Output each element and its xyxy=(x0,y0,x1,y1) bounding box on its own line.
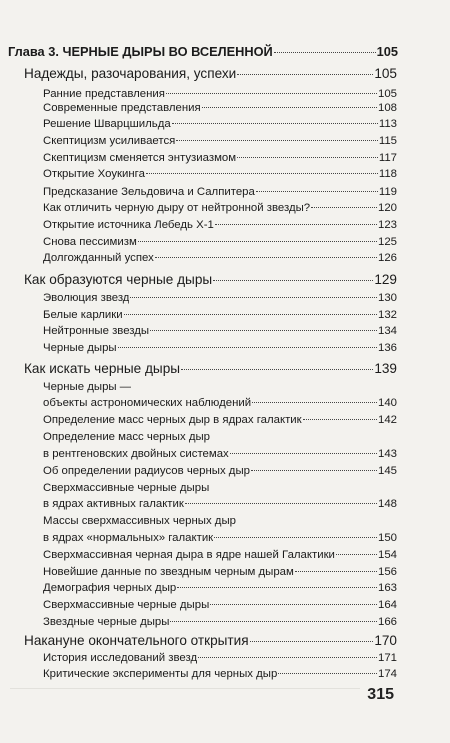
entry-title: Критические эксперименты для черных дыр xyxy=(43,668,278,680)
entry-page: 166 xyxy=(377,616,397,628)
leader-dots xyxy=(172,123,378,124)
entry-title: Сверхмассивные черные дыры xyxy=(43,599,210,611)
leader-dots xyxy=(181,369,373,370)
toc-entry xyxy=(43,414,397,426)
entry-page: 117 xyxy=(378,152,397,164)
toc-section xyxy=(24,272,397,287)
toc-entry-first-line xyxy=(43,482,397,494)
toc-entry xyxy=(43,652,397,664)
toc-entry xyxy=(43,168,397,180)
entry-title: История исследований звезд xyxy=(43,652,198,664)
leader-dots xyxy=(215,224,377,225)
leader-dots xyxy=(295,571,377,572)
entry-page: 136 xyxy=(377,342,397,354)
section-page: 170 xyxy=(374,633,397,648)
toc-entry xyxy=(43,202,397,214)
section-title: Как искать черные дыры xyxy=(24,361,181,376)
toc-entry xyxy=(43,135,397,147)
leader-dots xyxy=(311,207,377,208)
entry-title: Эволюция звезд xyxy=(43,292,130,304)
section-page: 105 xyxy=(374,66,397,81)
entry-title: Нейтронные звезды xyxy=(43,325,150,337)
toc-entry xyxy=(43,668,397,680)
leader-dots xyxy=(177,587,377,588)
entry-title: Скептицизм сменяется энтузиазмом xyxy=(43,152,237,164)
entry-title: Ранние представления xyxy=(43,88,165,100)
leader-dots xyxy=(170,621,377,622)
leader-dots xyxy=(230,453,377,454)
toc-entry xyxy=(43,186,397,198)
entry-title: Современные представления xyxy=(43,102,201,114)
toc-entry xyxy=(43,325,397,337)
entry-page: 150 xyxy=(377,532,397,544)
entry-page: 105 xyxy=(377,88,397,100)
entry-page: 123 xyxy=(377,219,397,231)
leader-dots xyxy=(237,74,373,75)
toc-entry-first-line xyxy=(43,381,397,393)
entry-title: Об определении радиусов черных дыр xyxy=(43,465,250,477)
entry-title: Снова пессимизм xyxy=(43,236,137,248)
entry-page: 143 xyxy=(377,448,397,460)
toc-entry xyxy=(43,549,397,561)
entry-page: 115 xyxy=(378,135,397,147)
leader-dots xyxy=(155,257,377,258)
entry-page: 125 xyxy=(377,236,397,248)
entry-page: 148 xyxy=(377,498,397,510)
toc-section xyxy=(24,361,397,376)
entry-page: 120 xyxy=(377,202,397,214)
toc-entry xyxy=(43,582,397,594)
chapter-heading xyxy=(8,44,398,59)
leader-dots xyxy=(198,657,377,658)
toc-entry xyxy=(43,292,397,304)
entry-page: 156 xyxy=(377,566,397,578)
toc-entry xyxy=(43,342,397,354)
toc-entry xyxy=(43,616,397,628)
entry-title: Сверхмассивная черная дыра в ядре нашей Галактики xyxy=(43,549,335,561)
section-title: Как образуются черные дыры xyxy=(24,272,213,287)
leader-dots xyxy=(256,191,378,192)
leader-dots xyxy=(278,673,377,674)
entry-title: Белые карлики xyxy=(43,309,123,321)
entry-title: Звездные черные дыры xyxy=(43,616,170,628)
section-title: Надежды, разочарования, успехи xyxy=(24,66,237,81)
section-page: 129 xyxy=(374,272,397,287)
leader-dots xyxy=(176,140,378,141)
page-number: 315 xyxy=(367,686,394,703)
entry-title: Черные дыры xyxy=(43,342,117,354)
footer-divider xyxy=(10,688,360,689)
leader-dots xyxy=(138,241,377,242)
section-title: Накануне окончательного открытия xyxy=(24,633,249,648)
entry-title: Долгожданный успех xyxy=(43,252,154,264)
entry-title: Определение масс черных дыр xyxy=(43,431,211,443)
entry-title: Черные дыры — xyxy=(43,381,132,393)
entry-page: 140 xyxy=(377,397,397,409)
leader-dots xyxy=(185,503,377,504)
toc-entry xyxy=(43,252,397,264)
entry-page: 126 xyxy=(377,252,397,264)
entry-title: Открытие источника Лебедь X-1 xyxy=(43,219,214,231)
entry-page: 132 xyxy=(377,309,397,321)
section-page: 139 xyxy=(374,361,397,376)
toc-entry xyxy=(43,532,397,544)
toc-entry-first-line xyxy=(43,515,397,527)
entry-page: 134 xyxy=(377,325,397,337)
toc-entry-first-line xyxy=(43,431,397,443)
toc-entry xyxy=(43,599,397,611)
leader-dots xyxy=(166,93,377,94)
toc-entry xyxy=(43,465,397,477)
entry-page: 171 xyxy=(377,652,397,664)
leader-dots xyxy=(124,314,377,315)
leader-dots xyxy=(210,604,377,605)
entry-title-continuation: в ядрах «нормальных» галактик xyxy=(43,532,214,544)
toc-entry xyxy=(43,118,397,130)
toc-entry xyxy=(43,448,397,460)
toc-entry xyxy=(43,566,397,578)
toc-entry xyxy=(43,152,397,164)
entry-page: 164 xyxy=(377,599,397,611)
entry-page: 154 xyxy=(377,549,397,561)
entry-title-continuation: в ядрах активных галактик xyxy=(43,498,184,510)
leader-dots xyxy=(202,107,377,108)
leader-dots xyxy=(130,297,377,298)
leader-dots xyxy=(250,641,374,642)
entry-title-continuation: в рентгеновских двойных системах xyxy=(43,448,229,460)
leader-dots xyxy=(214,537,377,538)
entry-page: 142 xyxy=(377,414,397,426)
toc-entry xyxy=(43,88,397,100)
entry-title: Новейшие данные по звездным черным дырам xyxy=(43,566,294,578)
entry-title: Сверхмассивные черные дыры xyxy=(43,482,210,494)
leader-dots xyxy=(213,280,373,281)
toc-section xyxy=(24,66,397,81)
entry-page: 119 xyxy=(378,186,397,198)
toc-entry xyxy=(43,102,397,114)
leader-dots xyxy=(237,157,378,158)
entry-title: Скептицизм усиливается xyxy=(43,135,176,147)
entry-page: 174 xyxy=(377,668,397,680)
toc-entry xyxy=(43,309,397,321)
entry-title: Определение масс черных дыр в ядрах галактик xyxy=(43,414,302,426)
entry-page: 145 xyxy=(377,465,397,477)
toc-section xyxy=(24,633,397,648)
entry-page: 113 xyxy=(378,118,397,130)
entry-page: 163 xyxy=(377,582,397,594)
leader-dots xyxy=(274,52,376,53)
toc-entry xyxy=(43,236,397,248)
entry-title: Открытие Хоукинга xyxy=(43,168,145,180)
entry-page: 108 xyxy=(377,102,397,114)
entry-title: Решение Шварцшильда xyxy=(43,118,171,130)
toc-entry xyxy=(43,397,397,409)
leader-dots xyxy=(251,470,377,471)
toc-entry xyxy=(43,498,397,510)
entry-title-continuation: объекты астрономических наблюдений xyxy=(43,397,252,409)
toc-entry xyxy=(43,219,397,231)
leader-dots xyxy=(252,402,377,403)
leader-dots xyxy=(150,330,377,331)
entry-title: Массы сверхмассивных черных дыр xyxy=(43,515,236,527)
entry-page: 130 xyxy=(377,292,397,304)
chapter-title: Глава 3. ЧЕРНЫЕ ДЫРЫ ВО ВСЕЛЕННОЙ xyxy=(8,44,273,59)
entry-title: Как отличить черную дыру от нейтронной звезды? xyxy=(43,202,311,214)
leader-dots xyxy=(303,419,377,420)
leader-dots xyxy=(336,554,377,555)
chapter-page: 105 xyxy=(376,44,398,59)
entry-title: Демография черных дыр xyxy=(43,582,177,594)
leader-dots xyxy=(146,173,378,174)
entry-page: 118 xyxy=(378,168,397,180)
leader-dots xyxy=(118,347,377,348)
entry-title: Предсказание Зельдовича и Салпитера xyxy=(43,186,255,198)
